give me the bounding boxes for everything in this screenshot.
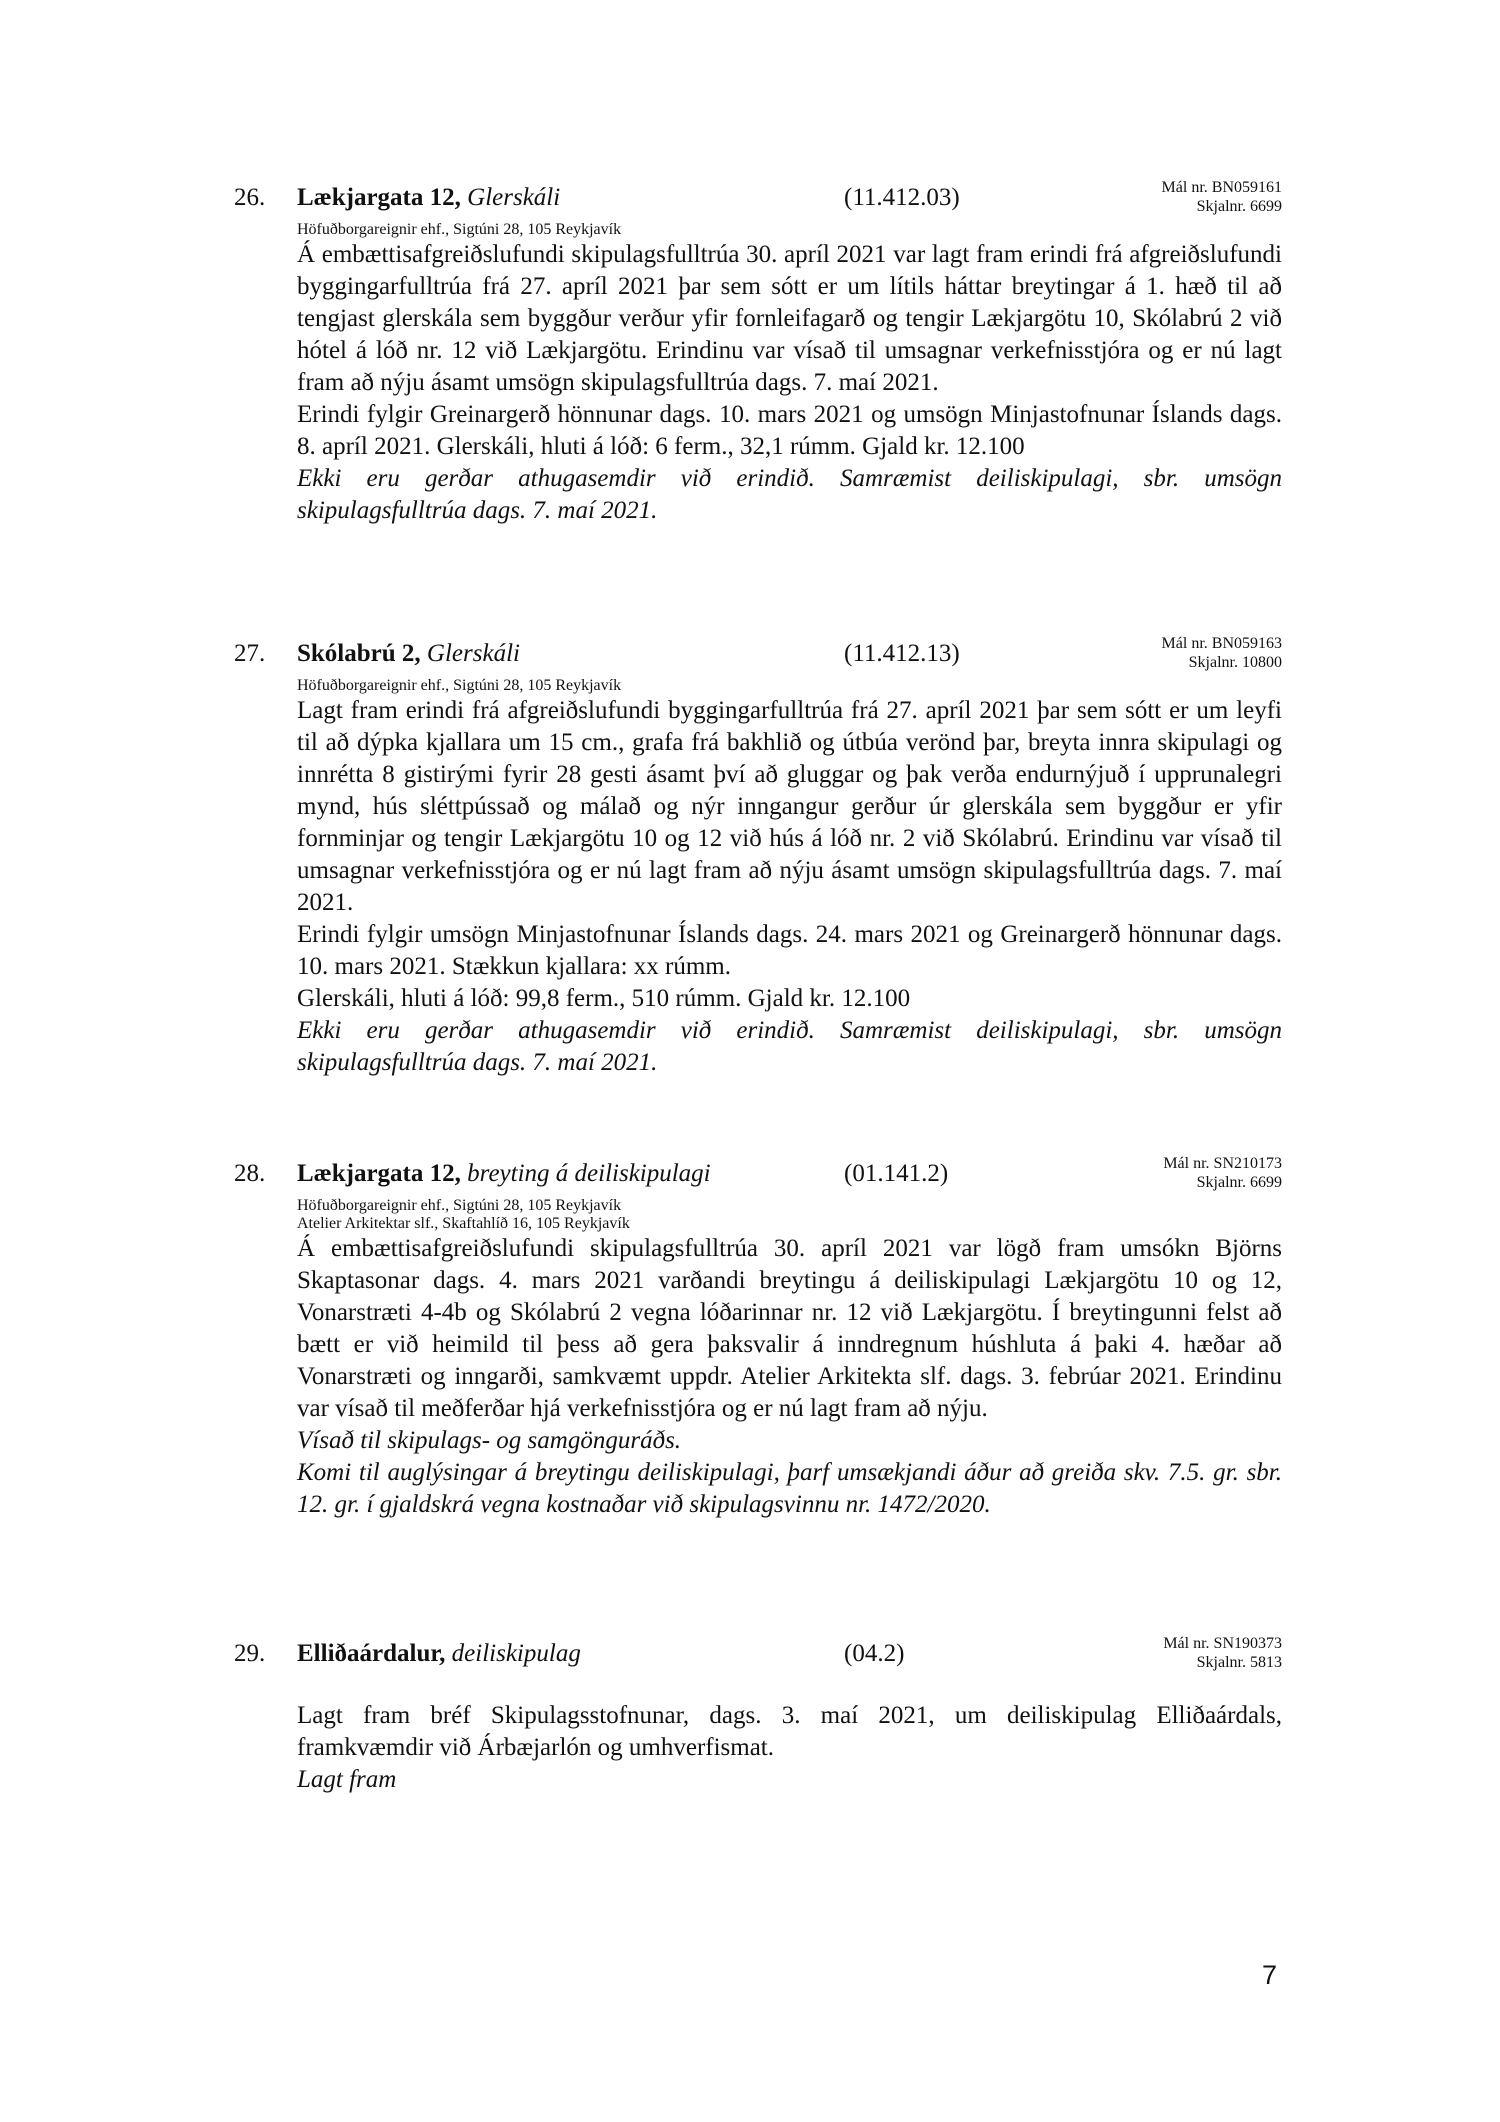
item-reference <box>1163 1154 1282 1192</box>
item-number: 28. <box>234 1160 266 1187</box>
applicant-list <box>297 1197 1282 1233</box>
item-number: 29. <box>234 1640 266 1667</box>
document-number: Skjalnr. 6699 <box>1196 1174 1282 1191</box>
item-code: (11.412.03) <box>844 184 960 211</box>
item-header <box>234 635 1282 680</box>
item-title <box>297 1160 711 1188</box>
body-paragraph: Erindi fylgir umsögn Minjastofnunar Íslands dags. 24. mars 2021 og Greinargerð hönnunar dags. 10. mars 2021. Stækkun kjallara: xx rúmm. <box>297 921 1282 980</box>
body-paragraph: Erindi fylgir Greinargerð hönnunar dags. 10. mars 2021 og umsögn Minjastofnunar Íslands dags. 8. apríl 2021. Glerskáli, hluti á lóð: 6 ferm., 32,1 rúmm. Gjald kr. 12.100 <box>297 401 1282 460</box>
document-number: Skjalnr. 10800 <box>1188 654 1282 671</box>
item-subtitle: breyting á deiliskipulagi <box>467 1160 711 1187</box>
item-body <box>297 239 1282 527</box>
decision-text: Ekki eru gerðar athugasemdir við erindið. Samræmist deiliskipulagi, sbr. umsögn skipulagsfulltrúa dags. 7. maí 2021. <box>297 465 1282 524</box>
item-title <box>297 640 520 668</box>
item-header <box>234 1155 1282 1200</box>
item-subtitle: Glerskáli <box>467 184 561 211</box>
decision-text: Lagt fram <box>297 1766 397 1793</box>
item-code: (11.412.13) <box>844 640 960 667</box>
page-number: 7 <box>1262 1960 1278 1990</box>
applicant: Höfuðborgareignir ehf., Sigtúni 28, 105 Reykjavík <box>297 1197 622 1214</box>
document-number: Skjalnr. 6699 <box>1196 198 1282 215</box>
item-header <box>234 179 1282 224</box>
item-body <box>297 695 1282 1079</box>
item-header <box>234 1635 1282 1680</box>
item-body <box>297 1700 1282 1796</box>
item-number: 27. <box>234 640 266 667</box>
item-title <box>297 184 560 212</box>
item-code: (01.141.2) <box>844 1160 949 1187</box>
agenda-item-29 <box>234 1635 1282 1796</box>
body-paragraph: Á embættisafgreiðslufundi skipulagsfulltrúa 30. apríl 2021 var lögð fram umsókn Björns Skaptasonar dags. 4. mars 2021 varðandi breytingu á deiliskipulagi Lækjargötu 10 og 12, Vonarstræti 4-4b og Skólabrú 2 vegna lóðarinnar nr. 12 við Lækjargötu. Í breytingunni felst að bætt er við heimild til þess að gera þaksvalir á inndregnum húshluta á þaki 4. hæðar að Vonarstræti og inngarði, samkvæmt uppdr. Atelier Arkitekta slf. dags. 3. febrúar 2021. Erindinu var vísað til meðferðar hjá verkefnisstjóra og er nú lagt fram að nýju. <box>297 1235 1282 1422</box>
applicant: Atelier Arkitektar slf., Skaftahlíð 16, 105 Reykjavík <box>297 1215 630 1232</box>
decision-text: Ekki eru gerðar athugasemdir við erindið. Samræmist deiliskipulagi, sbr. umsögn skipulagsfulltrúa dags. 7. maí 2021. <box>297 1017 1282 1076</box>
case-number: Mál nr. BN059161 <box>1161 179 1282 196</box>
item-reference <box>1162 634 1282 672</box>
item-title <box>297 1640 581 1668</box>
case-number: Mál nr. SN210173 <box>1163 1155 1282 1172</box>
body-paragraph: Glerskáli, hluti á lóð: 99,8 ferm., 510 rúmm. Gjald kr. 12.100 <box>297 985 911 1012</box>
agenda-item-27 <box>234 635 1282 1079</box>
body-paragraph: Lagt fram bréf Skipulagsstofnunar, dags. 3. maí 2021, um deiliskipulag Elliðaárdals, framkvæmdir við Árbæjarlón og umhverfismat. <box>297 1702 1282 1761</box>
item-code: (04.2) <box>844 1640 905 1667</box>
case-number: Mál nr. SN190373 <box>1163 1635 1282 1652</box>
item-subtitle: deiliskipulag <box>451 1640 581 1667</box>
item-street: Lækjargata 12, <box>297 184 461 211</box>
body-paragraph: Lagt fram erindi frá afgreiðslufundi byggingarfulltrúa frá 27. apríl 2021 þar sem sótt er um leyfi til að dýpka kjallara um 15 cm., grafa frá bakhlið og útbúa verönd þar, breyta innra skipulagi og innrétta 8 gistirými fyrir 28 gesti ásamt því að gluggar og þak verða endurnýjuð í upprunalegri mynd, hús sléttpússað og málað og nýr inngangur gerður úr glerskála sem byggður er yfir fornminjar og tengir Lækjargötu 10 og 12 við hús á lóð nr. 2 við Skólabrú. Erindinu var vísað til umsagnar verkefnisstjóra og er nú lagt fram að nýju ásamt umsögn skipulagsfulltrúa dags. 7. maí 2021. <box>297 697 1282 916</box>
item-subtitle: Glerskáli <box>426 640 520 667</box>
decision-text: Vísað til skipulags- og samgönguráðs. <box>297 1427 682 1454</box>
item-street: Lækjargata 12, <box>297 1160 461 1187</box>
item-body <box>297 1233 1282 1521</box>
agenda-item-28 <box>234 1155 1282 1521</box>
body-paragraph: Á embættisafgreiðslufundi skipulagsfulltrúa 30. apríl 2021 var lagt fram erindi frá afgreiðslufundi byggingarfulltrúa frá 27. apríl 2021 þar sem sótt er um lítils háttar breytingar á 1. hæð til að tengjast glerskála sem byggður verður yfir fornleifagarð og tengir Lækjargötu 10, Skólabrú 2 við hótel á lóð nr. 12 við Lækjargötu. Erindinu var vísað til umsagnar verkefnisstjóra og er nú lagt fram að nýju ásamt umsögn skipulagsfulltrúa dags. 7. maí 2021. <box>297 241 1282 396</box>
item-reference <box>1163 1634 1282 1672</box>
applicant: Höfuðborgareignir ehf., Sigtúni 28, 105 Reykjavík <box>297 677 622 694</box>
case-number: Mál nr. BN059163 <box>1161 635 1282 652</box>
applicant: Höfuðborgareignir ehf., Sigtúni 28, 105 Reykjavík <box>297 221 622 238</box>
item-reference <box>1162 178 1282 216</box>
item-street: Elliðaárdalur, <box>297 1640 446 1667</box>
decision-text: Komi til auglýsingar á breytingu deiliskipulagi, þarf umsækjandi áður að greiða skv. 7.5. gr. sbr. 12. gr. í gjaldskrá vegna kostnaðar við skipulagsvinnu nr. 1472/2020. <box>297 1459 1282 1518</box>
document-number: Skjalnr. 5813 <box>1196 1654 1282 1671</box>
item-number: 26. <box>234 184 266 211</box>
item-street: Skólabrú 2, <box>297 640 421 667</box>
agenda-item-26 <box>234 179 1282 527</box>
